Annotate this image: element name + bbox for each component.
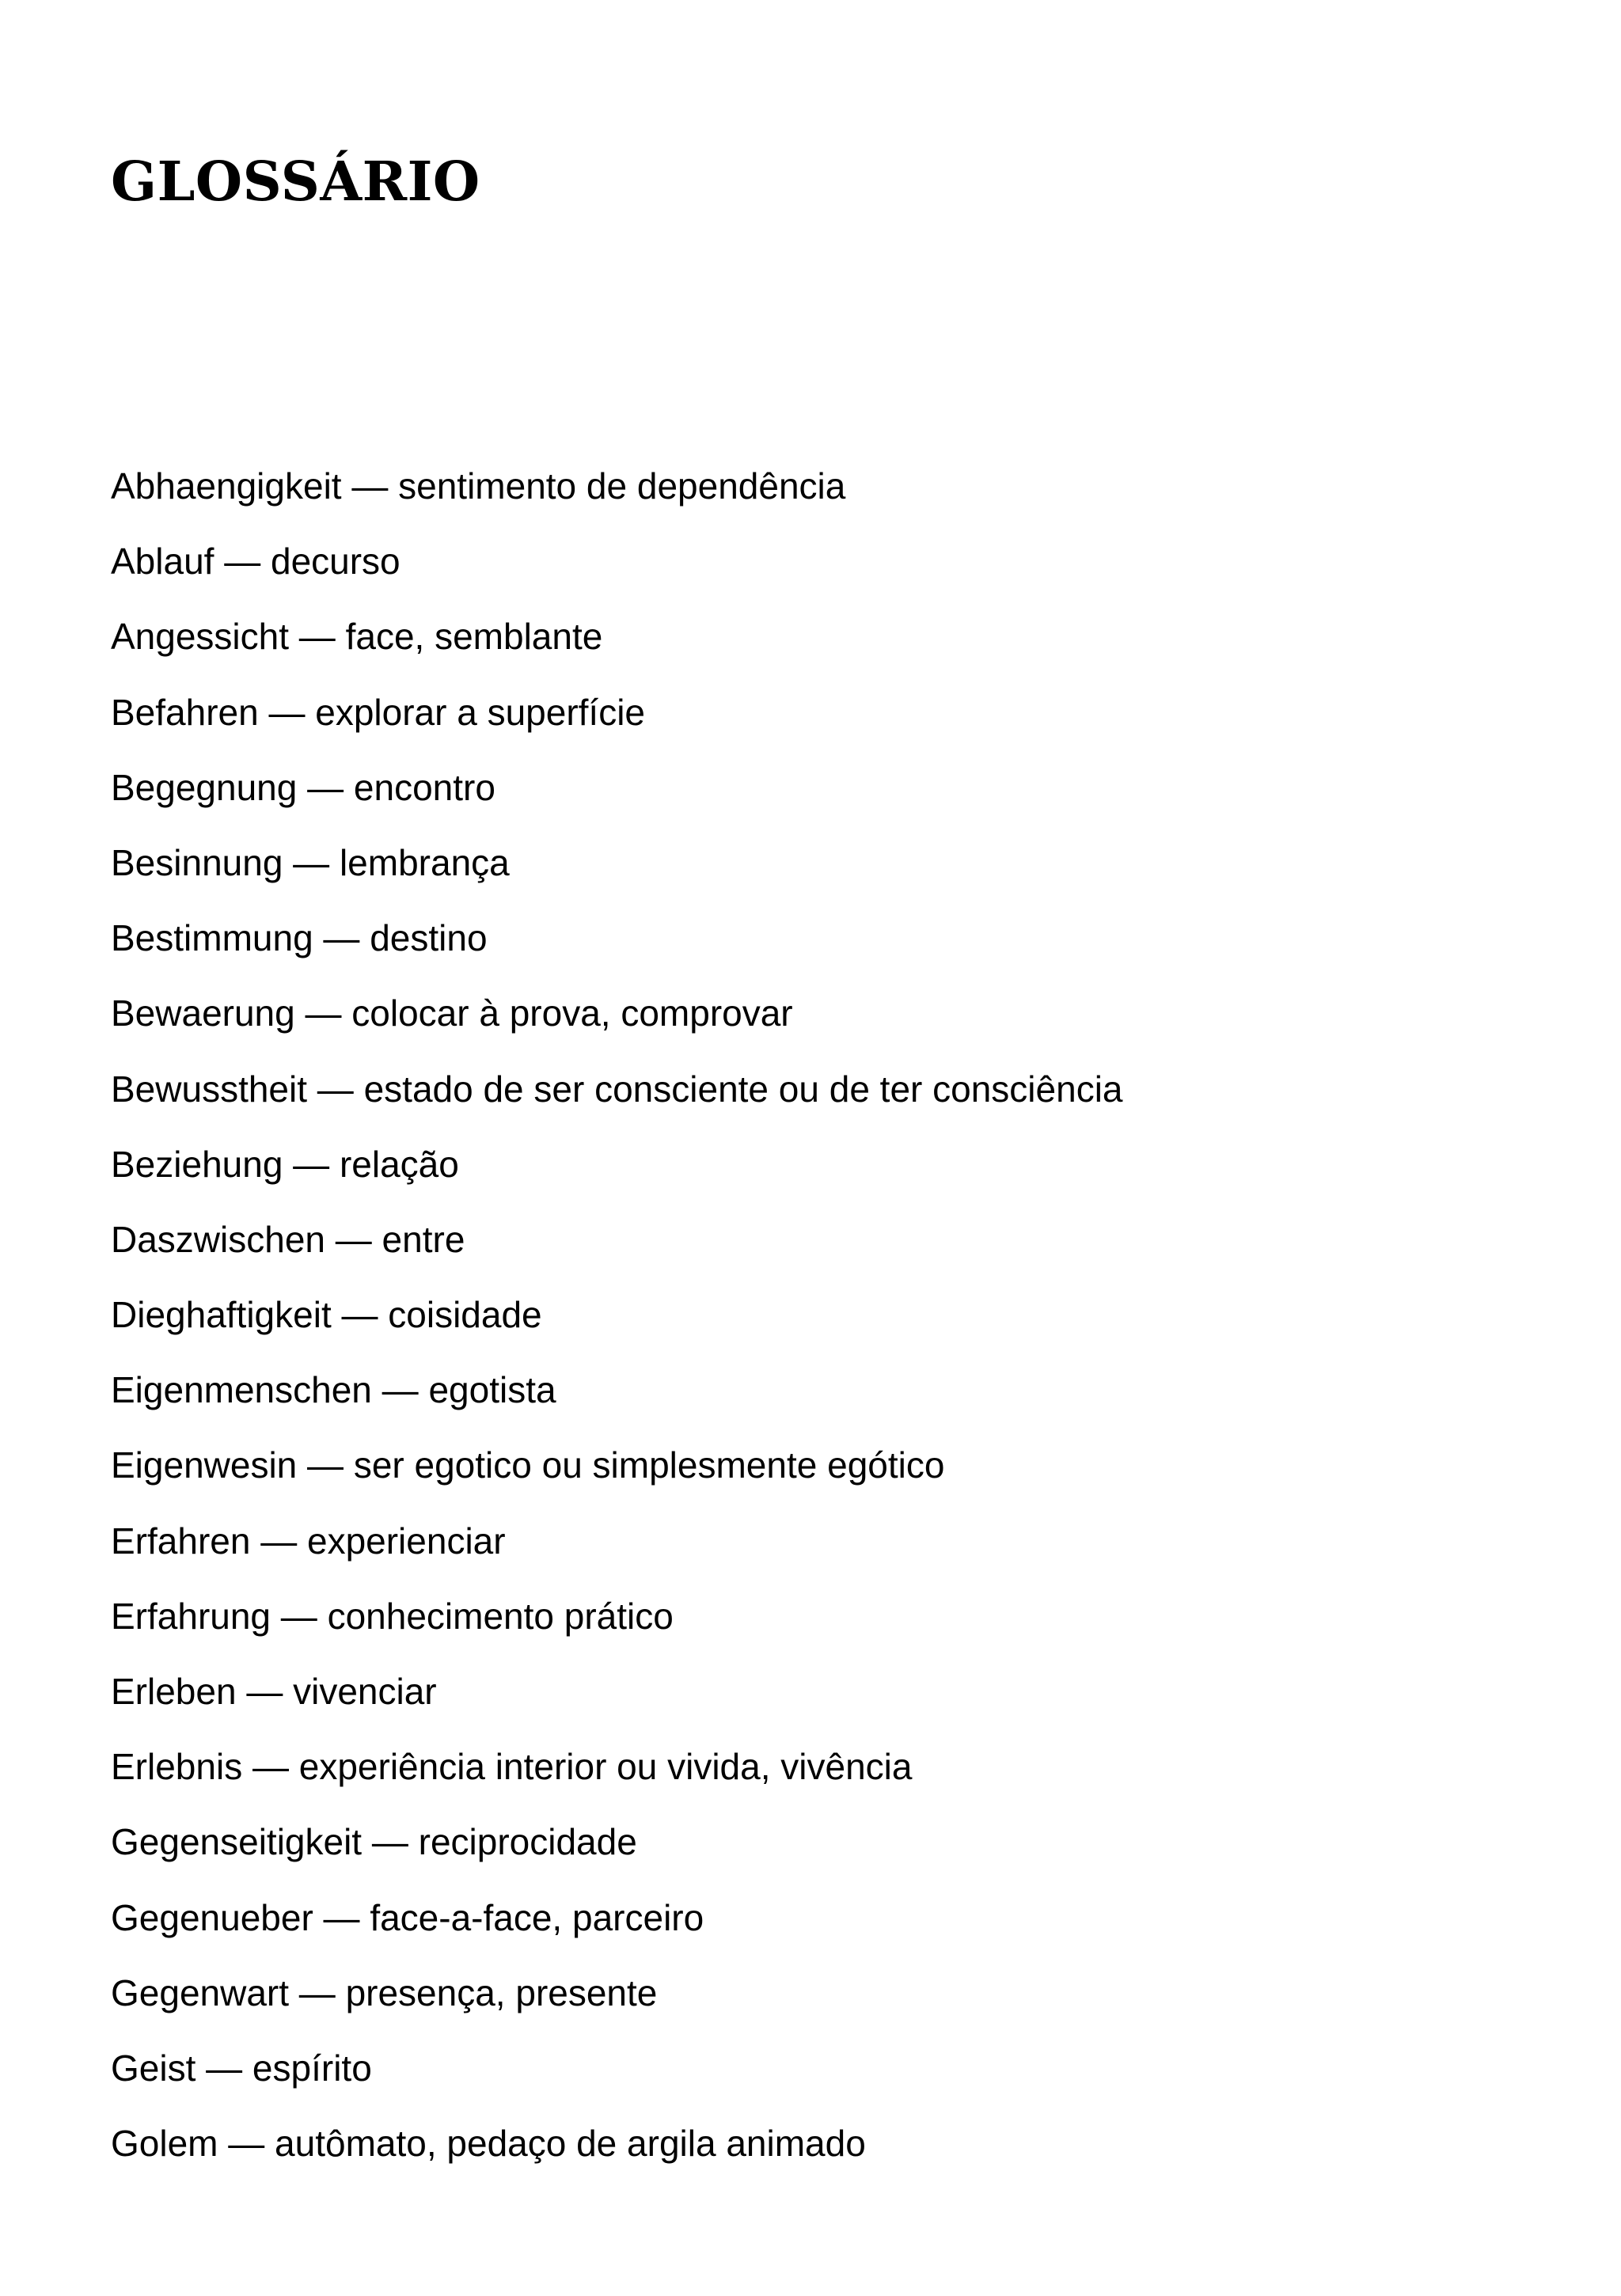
glossary-entry: Gegenwart — presença, presente bbox=[111, 1972, 658, 2013]
page-title: GLOSSÁRIO bbox=[111, 150, 480, 214]
glossary-entry: Bestimmung — destino bbox=[111, 917, 488, 959]
glossary-entry: Dieghaftigkeit — coisidade bbox=[111, 1294, 542, 1336]
glossary-entry: Angessicht — face, semblante bbox=[111, 616, 603, 658]
glossary-entry: Gegenseitigkeit — reciprocidade bbox=[111, 1821, 637, 1863]
glossary-entry: Bewaerung — colocar à prova, comprovar bbox=[111, 992, 793, 1034]
glossary-entry: Erfahrung — conhecimento prático bbox=[111, 1595, 674, 1637]
glossary-entry: Begegnung — encontro bbox=[111, 766, 495, 808]
glossary-entry: Erleben — vivenciar bbox=[111, 1671, 437, 1712]
glossary-entry: Besinnung — lembrança bbox=[111, 841, 510, 883]
glossary-entry: Daszwischen — entre bbox=[111, 1218, 465, 1260]
glossary-entry: Ablauf — decurso bbox=[111, 541, 401, 583]
glossary-entry: Eigenwesin — ser egotico ou simplesmente egótico bbox=[111, 1444, 945, 1486]
glossary-entry: Geist — espírito bbox=[111, 2047, 372, 2089]
glossary-entry: Erfahren — experienciar bbox=[111, 1520, 506, 1562]
glossary-entry: Bewusstheit — estado de ser consciente ou de ter consciência bbox=[111, 1068, 1123, 1110]
glossary-entry: Abhaengigkeit — sentimento de dependência bbox=[111, 465, 846, 507]
glossary-entry: Eigenmenschen — egotista bbox=[111, 1369, 556, 1411]
glossary-entry: Gegenueber — face-a-face, parceiro bbox=[111, 1896, 704, 1938]
glossary-entry: Golem — autômato, pedaço de argila animado bbox=[111, 2123, 866, 2165]
glossary-list bbox=[111, 461, 1123, 2194]
glossary-entry: Beziehung — relação bbox=[111, 1143, 459, 1185]
glossary-entry: Befahren — explorar a superfície bbox=[111, 691, 646, 733]
glossary-entry: Erlebnis — experiência interior ou vivida, vivência bbox=[111, 1746, 913, 1788]
